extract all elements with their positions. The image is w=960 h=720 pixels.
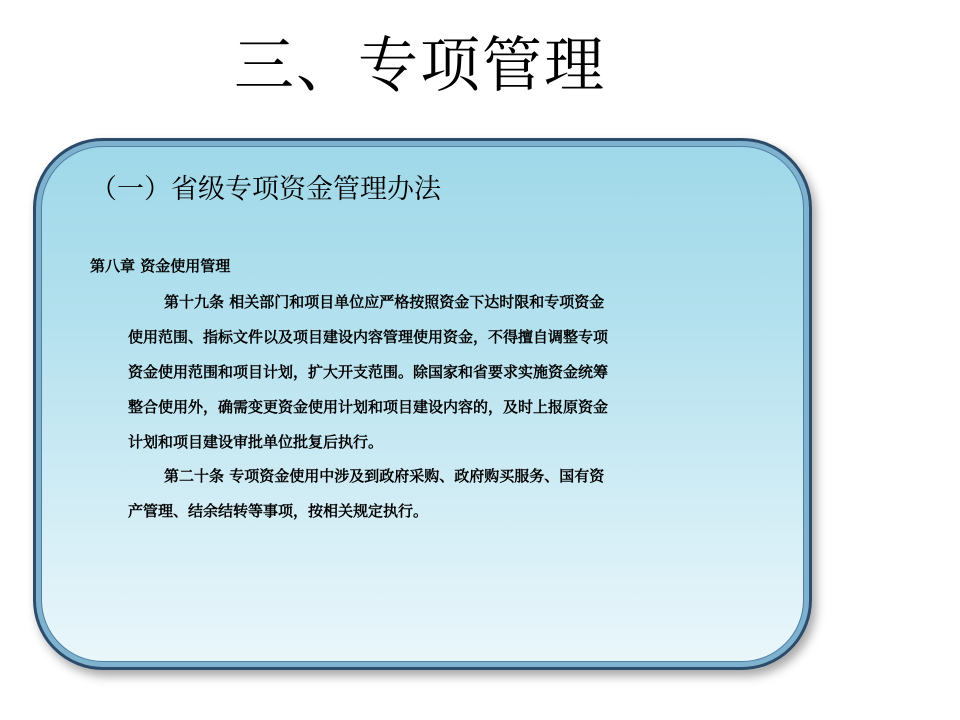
chapter-heading: 第八章 资金使用管理 [90,257,231,275]
paragraph-line: 计划和项目建设审批单位批复后执行。 [128,433,384,451]
paragraph-line: 使用范围、指标文件以及项目建设内容管理使用资金，不得擅自调整专项 [128,328,609,346]
article-19-paragraph [128,285,728,460]
paragraph-line: 产管理、结余结转等事项，按相关规定执行。 [128,502,429,520]
article-20-paragraph [128,459,728,529]
paragraph-line: 第二十条 专项资金使用中涉及到政府采购、政府购买服务、国有资 [164,467,605,485]
paragraph-line: 资金使用范围和项目计划，扩大开支范围。除国家和省要求实施资金统筹 [128,363,609,381]
slide-title: 三、专项管理 [234,31,606,101]
paragraph-line: 第十九条 相关部门和项目单位应严格按照资金下达时限和专项资金 [164,293,605,311]
section-subtitle: （一）省级专项资金管理办法 [90,174,441,205]
paragraph-line: 整合使用外，确需变更资金使用计划和项目建设内容的，及时上报原资金 [128,398,609,416]
